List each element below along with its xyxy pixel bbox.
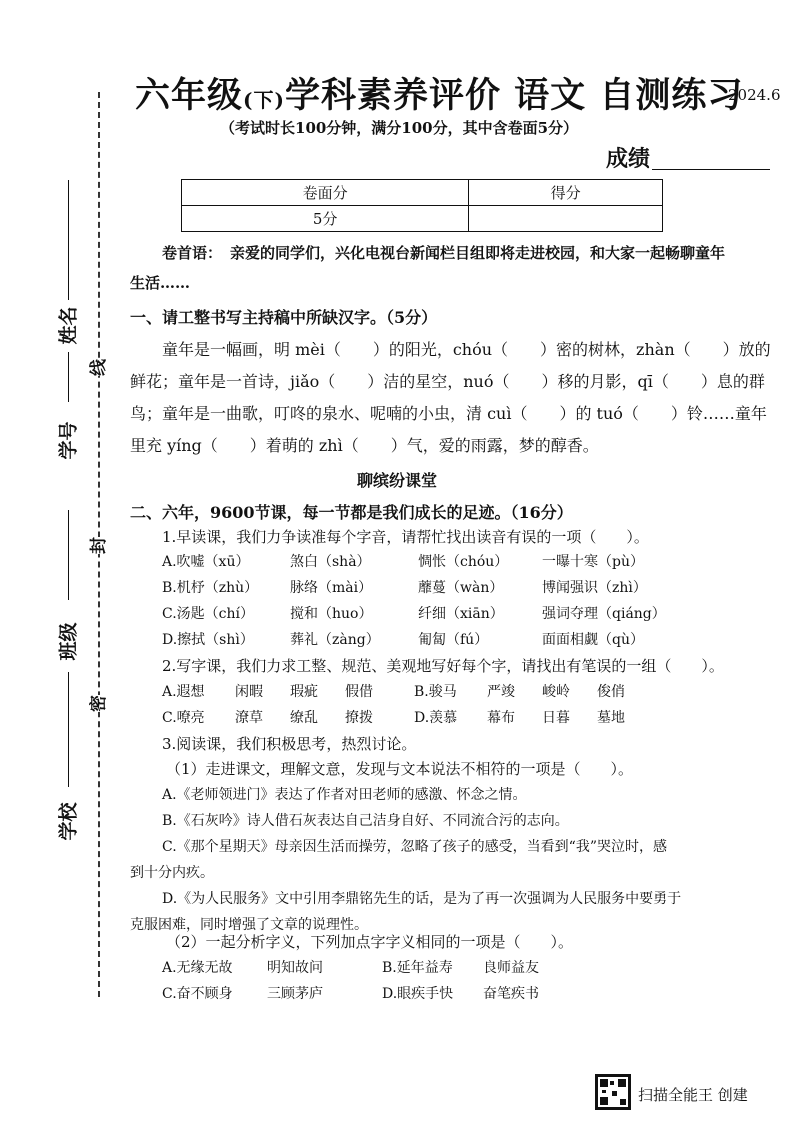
q1-option: 博闻强识（zhì） (542, 580, 647, 596)
q2-stem: 2.写字课，我们力求工整、规范、美观地写好每个字，请找出有笔误的一组（ ）。 (162, 657, 724, 675)
q2-option: 幕布 (487, 710, 515, 726)
q1-option: B.机杼（zhù） (162, 580, 259, 596)
q3-1-option: D.《为人民服务》文中引用李鼎铭先生的话，是为了再一次强调为人民服务中要勇于 (162, 891, 682, 907)
section1-line: 鲜花；童年是一首诗，jiǎo（ ）洁的星空，nuó（ ）移的月影，qī（ ）息的群 (130, 372, 765, 391)
name-label: 姓名 (57, 306, 80, 345)
q1-stem: 1.早读课，我们力争读准每个字音，请帮忙找出读音有误的一项（ ）。 (162, 528, 649, 546)
q3-1-option: B.《石灰吟》诗人借石灰表达自己洁身自好、不同流合污的志向。 (162, 813, 569, 829)
q2-option: 严竣 (487, 684, 515, 700)
q3-1-option: A.《老师领进门》表达了作者对田老师的感激、怀念之情。 (162, 787, 527, 803)
score-table (181, 179, 663, 232)
score-label: 成绩 (606, 146, 651, 172)
school-line[interactable] (68, 672, 69, 787)
q3-2-option: 三顾茅庐 (267, 986, 323, 1002)
title-sub: (下) (243, 88, 285, 112)
q2-option: 日暮 (542, 710, 570, 726)
q3-2-option: 明知故问 (267, 960, 323, 976)
name-line[interactable] (68, 180, 69, 300)
binding-margin (0, 0, 125, 1124)
q1-option: A.吹嘘（xū） (162, 554, 250, 570)
section1-line: 童年是一幅画，明 mèi（ ）的阳光，chóu（ ）密的树林，zhàn（ ）放的 (162, 340, 771, 359)
qr-code-icon (595, 1074, 631, 1110)
table-cell: 5分 (182, 206, 469, 232)
title-rest: 学科素养评价 语文 自测练习 (284, 75, 744, 116)
score-blank[interactable] (652, 169, 770, 170)
section1-line: 里充 yíng（ ）着萌的 zhì（ ）气，爱的雨露，梦的醇香。 (130, 436, 599, 455)
q1-option: 脉络（mài） (290, 580, 373, 596)
q3-2-option: D.眼疾手快 (382, 986, 454, 1002)
exam-info: （考试时长100分钟，满分100分，其中含卷面5分） (220, 119, 579, 137)
q3-1-option: 到十分内疚。 (130, 865, 214, 881)
q1-option: 匍匐（fú） (418, 632, 489, 648)
q1-option: 搅和（huo） (290, 606, 373, 622)
q3-2-option: C.奋不顾身 (162, 986, 233, 1002)
q1-option: 蘼蔓（wàn） (418, 580, 504, 596)
q2-option: 假借 (345, 684, 373, 700)
student-id-line[interactable] (68, 352, 69, 402)
q1-option: 葬礼（zàng） (290, 632, 380, 648)
scanner-watermark: 扫描全能王 创建 (638, 1086, 748, 1104)
q2-option: D.羡慕 (414, 710, 458, 726)
score-entry-cell[interactable] (469, 206, 663, 232)
q2-option: 闲暇 (235, 684, 263, 700)
section2-heading: 二、六年，9600节课，每一节都是我们成长的足迹。（16分） (130, 503, 573, 522)
intro-line-1: 亲爱的同学们，兴化电视台新闻栏目组即将走进校园，和大家一起畅聊童年 (230, 244, 726, 262)
section1-heading: 一、请工整书写主持稿中所缺汉字。（5分） (130, 308, 438, 327)
table-row (182, 206, 663, 232)
q1-option: 纤细（xiān） (418, 606, 504, 622)
q3-2-option: 良师益友 (483, 960, 539, 976)
q2-option: C.嘹亮 (162, 710, 205, 726)
q1-option: C.汤匙（chí） (162, 606, 254, 622)
q3-2-option: B.延年益寿 (382, 960, 453, 976)
q2-option: B.骏马 (414, 684, 457, 700)
binding-mark-feng: 封 (81, 537, 112, 554)
q1-option: 强词夺理（qiáng） (542, 606, 666, 622)
q3-stem: 3.阅读课，我们积极思考，热烈讨论。 (162, 735, 417, 753)
q1-option: D.擦拭（shì） (162, 632, 254, 648)
q3-1-option: 克服困难，同时增强了文章的说理性。 (130, 917, 368, 933)
q3-1-stem: （1）走进课文，理解文意，发现与文本说法不相符的一项是（ ）。 (166, 760, 634, 778)
q2-option: 俊俏 (597, 684, 625, 700)
q2-option: 墓地 (597, 710, 625, 726)
exam-date: 2024.6 (728, 86, 781, 104)
q3-2-option: A.无缘无故 (162, 960, 233, 976)
q1-option: 惆怅（chóu） (418, 554, 509, 570)
q1-option: 煞白（shà） (290, 554, 371, 570)
page-title (135, 68, 743, 118)
q2-option: 瑕疵 (290, 684, 318, 700)
table-row (182, 180, 663, 206)
q3-2-option: 奋笔疾书 (483, 986, 539, 1002)
intro-lead: 卷首语： (162, 244, 223, 262)
q2-option: 峻岭 (542, 684, 570, 700)
school-label: 学校 (57, 802, 80, 841)
table-header-cell: 得分 (469, 180, 663, 206)
binding-mark-xian: 线 (81, 359, 112, 376)
q3-2-stem: （2）一起分析字义，下列加点字字义相同的一项是（ ）。 (166, 933, 574, 951)
binding-mark-mi: 密 (81, 695, 112, 712)
middle-title: 聊缤纷课堂 (356, 471, 437, 490)
class-label: 班级 (57, 622, 80, 661)
class-line[interactable] (68, 510, 69, 600)
title-main: 六年级 (135, 75, 244, 116)
intro-line-2: 生活…… (130, 274, 191, 292)
student-id-label: 学号 (57, 421, 80, 460)
q2-option: A.遐想 (162, 684, 205, 700)
q3-1-option: C.《那个星期天》母亲因生活而操劳，忽略了孩子的感受，当看到“我”哭泣时，感 (162, 839, 667, 855)
q2-option: 缭乱 (290, 710, 318, 726)
section1-line: 鸟；童年是一曲歌，叮咚的泉水、呢喃的小虫，清 cuì（ ）的 tuó（ ）铃……童年 (130, 404, 767, 423)
q2-option: 撩拨 (345, 710, 373, 726)
q2-option: 潦草 (235, 710, 263, 726)
q1-option: 面面相觑（qù） (542, 632, 644, 648)
table-header-cell: 卷面分 (182, 180, 469, 206)
q1-option: 一曝十寒（pù） (542, 554, 644, 570)
